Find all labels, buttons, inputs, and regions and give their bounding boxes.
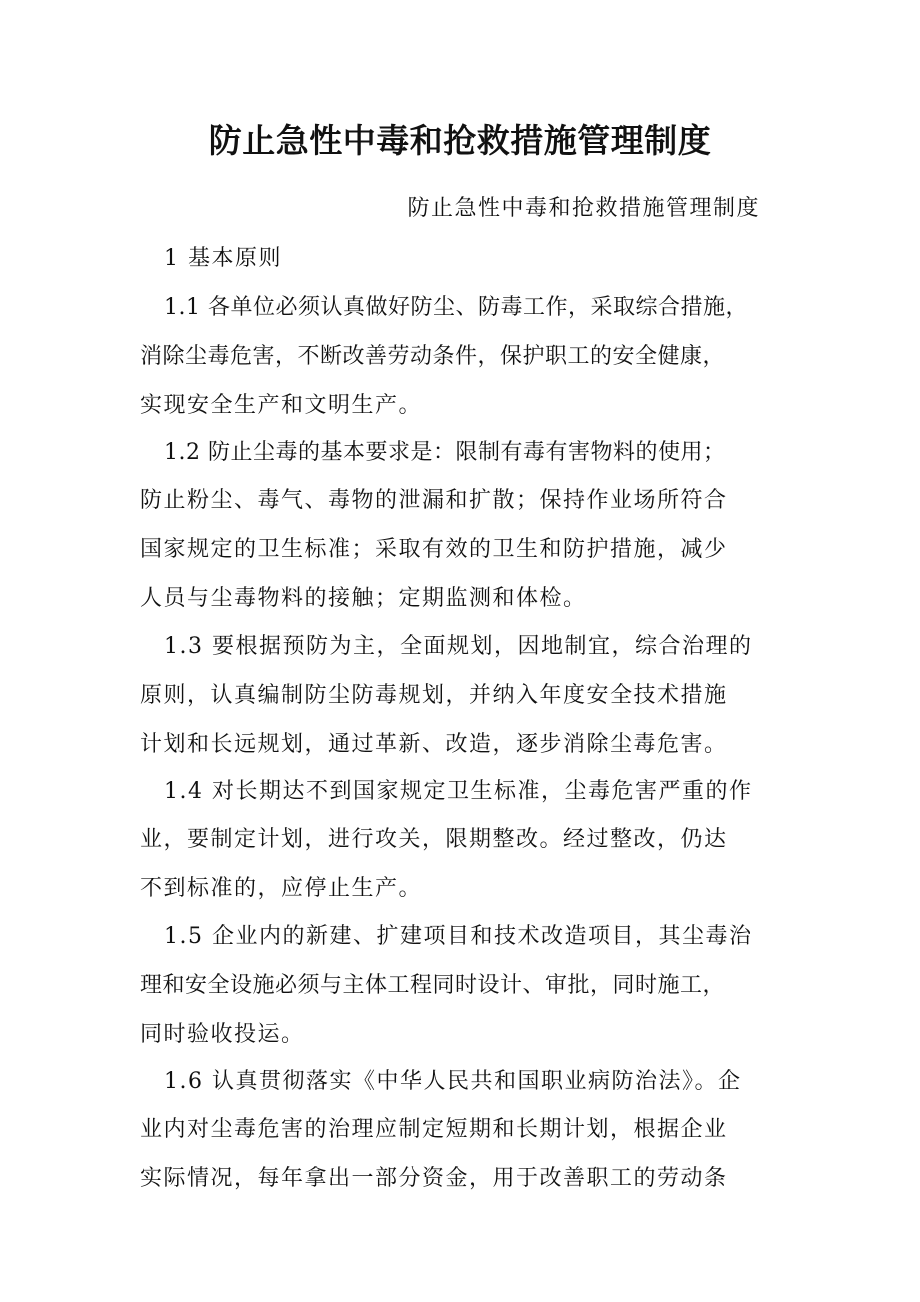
paragraph-line: 国家规定的卫生标准；采取有效的卫生和防护措施，减少 [140, 537, 728, 562]
paragraph-line: 实现安全生产和文明生产。 [140, 393, 423, 418]
paragraph-line: 不到标准的，应停止生产。 [140, 876, 423, 901]
paragraph-line: 计划和长远规划，通过革新、改造，逐步消除尘毒危害。 [140, 732, 728, 757]
paragraph-line: 同时验收投运。 [140, 1022, 305, 1047]
paragraph-line: 业，要制定计划，进行攻关，限期整改。经过整改，仍达 [140, 827, 728, 852]
document-subtitle: 防止急性中毒和抢救措施管理制度 [407, 196, 760, 221]
paragraph-line: 人员与尘毒物料的接触；定期监测和体检。 [140, 586, 587, 611]
paragraph-line: 实际情况，每年拿出一部分资金，用于改善职工的劳动条 [140, 1166, 728, 1191]
paragraph-line: 1.1 各单位必须认真做好防尘、防毒工作，采取综合措施， [164, 295, 748, 320]
paragraph-line: 业内对尘毒危害的治理应制定短期和长期计划，根据企业 [140, 1117, 728, 1142]
section-heading: 1 基本原则 [164, 246, 282, 271]
paragraph-line: 1.2 防止尘毒的基本要求是：限制有毒有害物料的使用； [164, 440, 726, 465]
paragraph-line: 1.4 对长期达不到国家规定卫生标准，尘毒危害严重的作 [164, 779, 753, 804]
paragraph-line: 防止粉尘、毒气、毒物的泄漏和扩散；保持作业场所符合 [140, 488, 728, 513]
paragraph-line: 理和安全设施必须与主体工程同时设计、审批，同时施工， [140, 973, 726, 998]
paragraph-line: 消除尘毒危害，不断改善劳动条件，保护职工的安全健康， [140, 344, 726, 369]
paragraph-line: 1.3 要根据预防为主，全面规划，因地制宜，综合治理的 [164, 634, 753, 659]
paragraph-line: 原则，认真编制防尘防毒规划，并纳入年度安全技术措施 [140, 683, 728, 708]
paragraph-line: 1.5 企业内的新建、扩建项目和技术改造项目，其尘毒治 [164, 924, 753, 949]
paragraph-line: 1.6 认真贯彻落实《中华人民共和国职业病防治法》。企 [164, 1069, 742, 1094]
document-title: 防止急性中毒和抢救措施管理制度 [208, 121, 712, 160]
